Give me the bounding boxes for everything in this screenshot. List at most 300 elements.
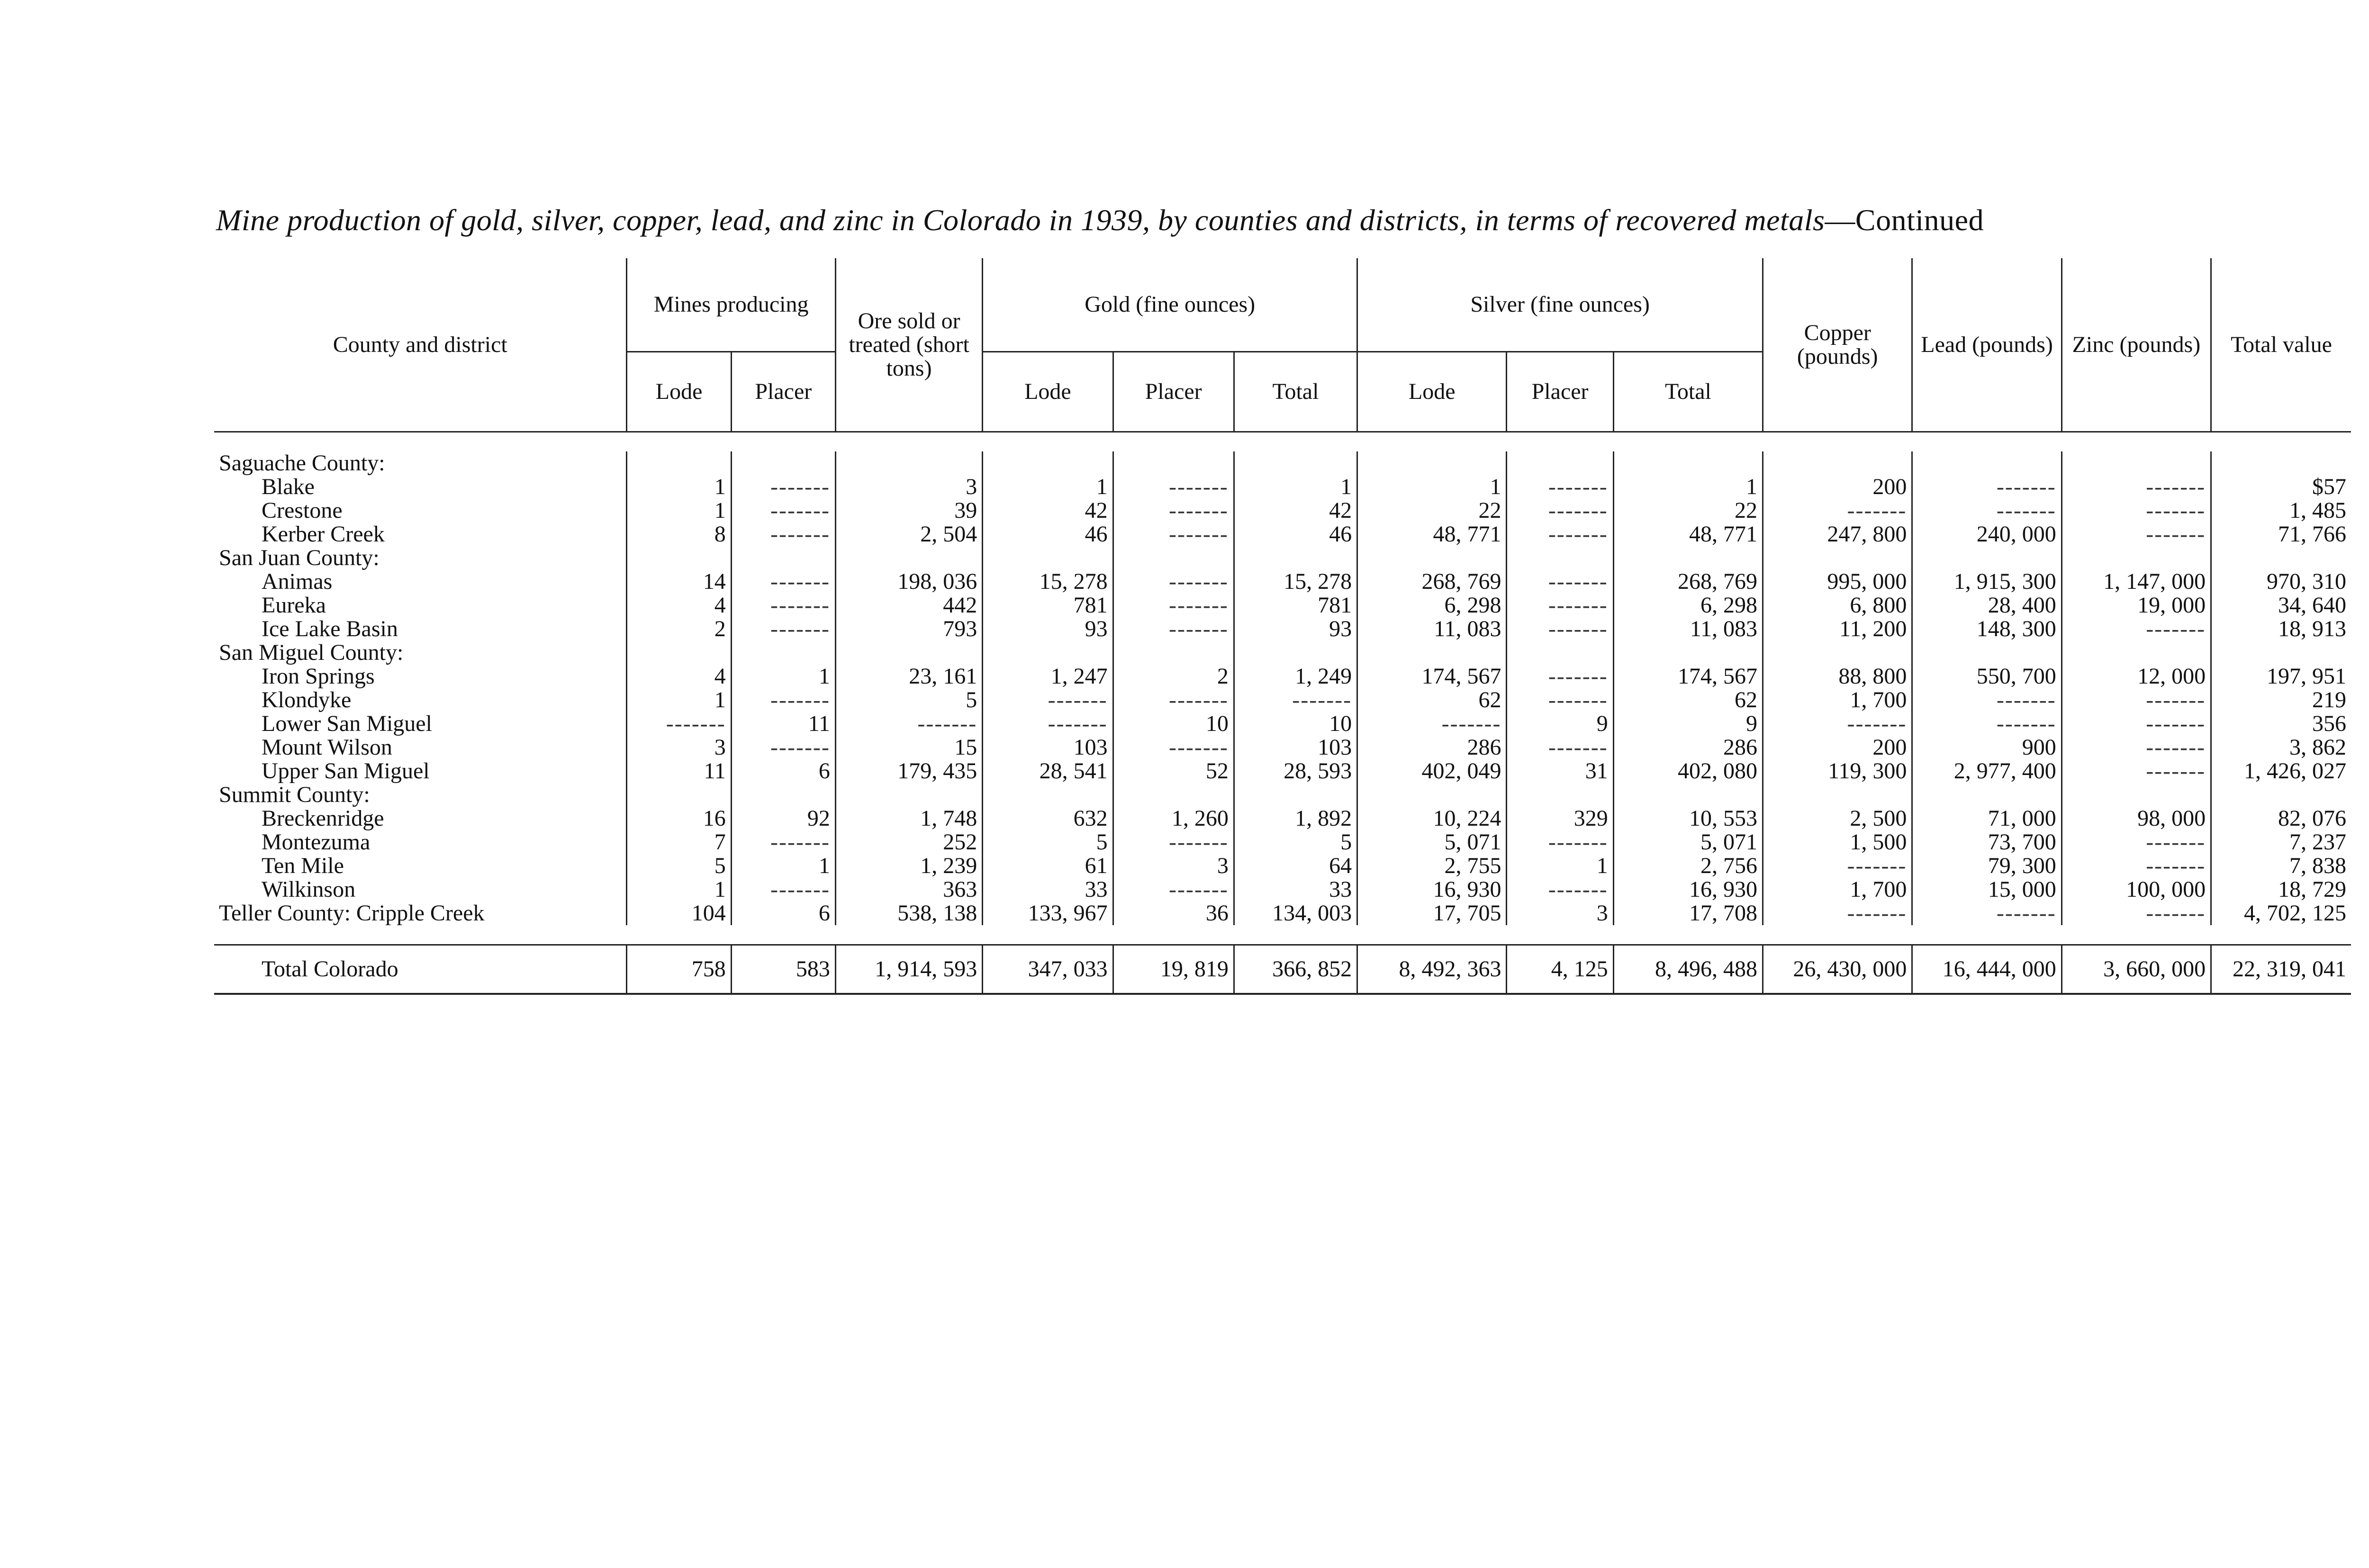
table-row [214, 854, 2351, 878]
cell-mines-lode: 16 [627, 807, 731, 830]
cell-lead: 148, 300 [1912, 617, 2062, 641]
cell-value: 4, 702, 125 [2211, 901, 2351, 925]
cell-value: 970, 310 [2211, 570, 2351, 594]
empty-cell [731, 783, 835, 807]
table-title-continued: —Continued [1825, 203, 1984, 237]
cell-gold-lode: 28, 541 [983, 759, 1113, 783]
header-copper: Copper (pounds) [1763, 258, 1912, 432]
cell-silver-placer: ------- [1507, 830, 1613, 854]
cell-gold-placer: 1, 260 [1113, 807, 1234, 830]
cell-silver-total: 62 [1613, 688, 1763, 712]
cell-value: 18, 729 [2211, 878, 2351, 901]
header-mines: Mines producing [627, 258, 835, 352]
cell-gold-placer: 10 [1113, 712, 1234, 736]
cell-mines-lode: 8 [627, 523, 731, 546]
cell-gold-lode: 1 [983, 475, 1113, 499]
empty-cell [2211, 546, 2351, 570]
district-name: Eureka [262, 593, 326, 618]
cell-zinc: ------- [2062, 854, 2211, 878]
district-name: Wilkinson [262, 877, 356, 902]
cell-copper: 11, 200 [1763, 617, 1912, 641]
empty-cell [1113, 546, 1234, 570]
cell-mines-placer: ------- [731, 475, 835, 499]
cell-silver-lode: 1 [1357, 475, 1507, 499]
cell-value: 18, 913 [2211, 617, 2351, 641]
production-table [214, 258, 2351, 995]
cell-zinc: 12, 000 [2062, 665, 2211, 688]
empty-cell [2062, 641, 2211, 665]
cell-copper: ------- [1763, 712, 1912, 736]
cell-silver-lode: 2, 755 [1357, 854, 1507, 878]
empty-cell [835, 641, 982, 665]
cell-gold-total: 42 [1234, 499, 1357, 523]
county-row [214, 546, 2351, 570]
district-name: Crestone [262, 498, 343, 523]
total-silver-total: 8, 496, 488 [1613, 945, 1763, 994]
cell-copper: ------- [1763, 901, 1912, 925]
cell-silver-placer: ------- [1507, 499, 1613, 523]
total-mines-lode: 758 [627, 945, 731, 994]
cell-silver-total: 17, 708 [1613, 901, 1763, 925]
cell-value: 356 [2211, 712, 2351, 736]
cell-gold-total: 781 [1234, 594, 1357, 617]
cell-value: 3, 862 [2211, 736, 2351, 759]
cell-lead: 550, 700 [1912, 665, 2062, 688]
empty-cell [983, 641, 1113, 665]
table-title [216, 203, 2358, 238]
cell-zinc: ------- [2062, 830, 2211, 854]
cell-zinc: ------- [2062, 901, 2211, 925]
cell-value: 82, 076 [2211, 807, 2351, 830]
table-row [214, 736, 2351, 759]
cell-lead: 71, 000 [1912, 807, 2062, 830]
empty-cell [1763, 451, 1912, 475]
cell-gold-total: 1, 249 [1234, 665, 1357, 688]
header-mines-lode: Lode [627, 352, 731, 432]
cell-gold-placer: ------- [1113, 570, 1234, 594]
cell-mines-lode: 5 [627, 854, 731, 878]
cell-value: 1, 426, 027 [2211, 759, 2351, 783]
cell-silver-total: 5, 071 [1613, 830, 1763, 854]
cell-silver-total: 10, 553 [1613, 807, 1763, 830]
cell-copper: 1, 500 [1763, 830, 1912, 854]
cell-gold-placer: ------- [1113, 475, 1234, 499]
cell-gold-total: 103 [1234, 736, 1357, 759]
cell-mines-lode: 2 [627, 617, 731, 641]
cell-ore: 39 [835, 499, 982, 523]
cell-silver-lode: 62 [1357, 688, 1507, 712]
cell-mines-lode: 104 [627, 901, 731, 925]
cell-gold-placer: ------- [1113, 594, 1234, 617]
empty-cell [2211, 641, 2351, 665]
cell-ore: 442 [835, 594, 982, 617]
cell-lead: 1, 915, 300 [1912, 570, 2062, 594]
cell-mines-lode: 1 [627, 878, 731, 901]
empty-cell [1613, 783, 1763, 807]
cell-mines-placer: 11 [731, 712, 835, 736]
cell-lead: ------- [1912, 499, 2062, 523]
cell-gold-lode: 1, 247 [983, 665, 1113, 688]
district-name: Blake [262, 474, 315, 499]
cell-zinc: 19, 000 [2062, 594, 2211, 617]
cell-zinc: ------- [2062, 712, 2211, 736]
cell-value: 7, 838 [2211, 854, 2351, 878]
empty-cell [1763, 641, 1912, 665]
header-silver-total: Total [1613, 352, 1763, 432]
county-row [214, 783, 2351, 807]
total-gold-placer: 19, 819 [1113, 945, 1234, 994]
cell-mines-placer: ------- [731, 594, 835, 617]
cell-mines-lode: 1 [627, 688, 731, 712]
table-body [214, 432, 2351, 994]
cell-lead: 73, 700 [1912, 830, 2062, 854]
cell-mines-placer: ------- [731, 570, 835, 594]
cell-value: $57 [2211, 475, 2351, 499]
cell-silver-lode: 17, 705 [1357, 901, 1507, 925]
table-row [214, 523, 2351, 546]
total-zinc: 3, 660, 000 [2062, 945, 2211, 994]
cell-gold-placer: ------- [1113, 523, 1234, 546]
cell-gold-total: 15, 278 [1234, 570, 1357, 594]
empty-cell [983, 783, 1113, 807]
cell-silver-lode: ------- [1357, 712, 1507, 736]
header-gold-placer: Placer [1113, 352, 1234, 432]
cell-silver-total: 11, 083 [1613, 617, 1763, 641]
cell-lead: 900 [1912, 736, 2062, 759]
total-silver-lode: 8, 492, 363 [1357, 945, 1507, 994]
empty-cell [627, 546, 731, 570]
district-name: Animas [262, 569, 333, 594]
cell-mines-lode: 4 [627, 665, 731, 688]
cell-value: 197, 951 [2211, 665, 2351, 688]
cell-gold-lode: 133, 967 [983, 901, 1113, 925]
cell-zinc: ------- [2062, 736, 2211, 759]
header-lead: Lead (pounds) [1912, 258, 2062, 432]
cell-mines-placer: 1 [731, 665, 835, 688]
empty-cell [983, 546, 1113, 570]
cell-value: 1, 485 [2211, 499, 2351, 523]
cell-silver-total: 6, 298 [1613, 594, 1763, 617]
county-name: Summit County: [219, 782, 370, 807]
county-name: San Miguel County: [219, 640, 404, 665]
cell-mines-lode: 1 [627, 499, 731, 523]
cell-zinc: 1, 147, 000 [2062, 570, 2211, 594]
cell-lead: 15, 000 [1912, 878, 2062, 901]
cell-silver-lode: 16, 930 [1357, 878, 1507, 901]
cell-gold-lode: ------- [983, 712, 1113, 736]
cell-ore: 363 [835, 878, 982, 901]
cell-mines-placer: ------- [731, 736, 835, 759]
cell-zinc: 100, 000 [2062, 878, 2211, 901]
table-row [214, 759, 2351, 783]
cell-gold-total: 134, 003 [1234, 901, 1357, 925]
cell-silver-placer: ------- [1507, 736, 1613, 759]
county-name: San Juan County: [219, 545, 380, 570]
cell-ore: 1, 239 [835, 854, 982, 878]
county-row [214, 641, 2351, 665]
cell-copper: 200 [1763, 475, 1912, 499]
empty-cell [1357, 641, 1507, 665]
cell-mines-placer: 6 [731, 759, 835, 783]
table-row [214, 617, 2351, 641]
cell-gold-placer: ------- [1113, 878, 1234, 901]
cell-gold-total: 1, 892 [1234, 807, 1357, 830]
empty-cell [1613, 546, 1763, 570]
empty-cell [627, 783, 731, 807]
cell-value: 7, 237 [2211, 830, 2351, 854]
cell-silver-lode: 22 [1357, 499, 1507, 523]
table-row [214, 570, 2351, 594]
cell-mines-lode: 14 [627, 570, 731, 594]
cell-copper: 995, 000 [1763, 570, 1912, 594]
empty-cell [1763, 783, 1912, 807]
total-value: 22, 319, 041 [2211, 945, 2351, 994]
cell-silver-placer: ------- [1507, 878, 1613, 901]
district-name: Klondyke [262, 687, 352, 712]
cell-gold-lode: 46 [983, 523, 1113, 546]
cell-silver-total: 16, 930 [1613, 878, 1763, 901]
cell-silver-total: 48, 771 [1613, 523, 1763, 546]
cell-silver-placer: ------- [1507, 688, 1613, 712]
cell-mines-lode: 11 [627, 759, 731, 783]
cell-copper: 119, 300 [1763, 759, 1912, 783]
district-name: Lower San Miguel [262, 711, 432, 736]
cell-gold-total: 46 [1234, 523, 1357, 546]
empty-cell [2062, 451, 2211, 475]
cell-ore: 15 [835, 736, 982, 759]
cell-zinc: ------- [2062, 475, 2211, 499]
county-name: Saguache County: [219, 451, 385, 476]
cell-lead: 240, 000 [1912, 523, 2062, 546]
empty-cell [731, 451, 835, 475]
cell-ore: 5 [835, 688, 982, 712]
cell-gold-total: 64 [1234, 854, 1357, 878]
cell-lead: ------- [1912, 475, 2062, 499]
cell-gold-placer: ------- [1113, 736, 1234, 759]
cell-mines-lode: 4 [627, 594, 731, 617]
cell-copper: 88, 800 [1763, 665, 1912, 688]
total-silver-placer: 4, 125 [1507, 945, 1613, 994]
cell-value: 34, 640 [2211, 594, 2351, 617]
empty-cell [835, 451, 982, 475]
cell-ore: ------- [835, 712, 982, 736]
header-value: Total value [2211, 258, 2351, 432]
cell-lead: 2, 977, 400 [1912, 759, 2062, 783]
header-silver-placer: Placer [1507, 352, 1613, 432]
cell-silver-placer: ------- [1507, 617, 1613, 641]
table-row [214, 830, 2351, 854]
cell-silver-lode: 48, 771 [1357, 523, 1507, 546]
cell-ore: 252 [835, 830, 982, 854]
table-row [214, 878, 2351, 901]
cell-gold-placer: ------- [1113, 830, 1234, 854]
empty-cell [1507, 783, 1613, 807]
cell-silver-placer: 329 [1507, 807, 1613, 830]
table-row [214, 807, 2351, 830]
cell-mines-placer: ------- [731, 688, 835, 712]
empty-cell [1912, 451, 2062, 475]
total-gold-lode: 347, 033 [983, 945, 1113, 994]
empty-cell [1234, 451, 1357, 475]
cell-ore: 2, 504 [835, 523, 982, 546]
cell-silver-placer: ------- [1507, 594, 1613, 617]
cell-mines-placer: ------- [731, 830, 835, 854]
cell-silver-placer: ------- [1507, 665, 1613, 688]
district-name: Kerber Creek [262, 522, 385, 547]
cell-silver-placer: 1 [1507, 854, 1613, 878]
total-row [214, 945, 2351, 994]
empty-cell [627, 641, 731, 665]
cell-silver-lode: 402, 049 [1357, 759, 1507, 783]
empty-cell [1357, 546, 1507, 570]
table-row [214, 499, 2351, 523]
empty-cell [1613, 451, 1763, 475]
empty-cell [2211, 451, 2351, 475]
cell-silver-placer: ------- [1507, 523, 1613, 546]
cell-silver-lode: 6, 298 [1357, 594, 1507, 617]
empty-cell [1912, 546, 2062, 570]
header-silver: Silver (fine ounces) [1357, 258, 1763, 352]
table-row [214, 712, 2351, 736]
cell-gold-lode: 61 [983, 854, 1113, 878]
total-lead: 16, 444, 000 [1912, 945, 2062, 994]
total-copper: 26, 430, 000 [1763, 945, 1912, 994]
cell-gold-total: 33 [1234, 878, 1357, 901]
header-county: County and district [214, 258, 627, 432]
cell-gold-total: 28, 593 [1234, 759, 1357, 783]
cell-gold-total: ------- [1234, 688, 1357, 712]
cell-mines-placer: ------- [731, 878, 835, 901]
empty-cell [1234, 641, 1357, 665]
cell-ore: 23, 161 [835, 665, 982, 688]
cell-silver-total: 286 [1613, 736, 1763, 759]
cell-gold-lode: 632 [983, 807, 1113, 830]
cell-silver-total: 268, 769 [1613, 570, 1763, 594]
district-name: Mount Wilson [262, 735, 392, 760]
header-mines-placer: Placer [731, 352, 835, 432]
cell-silver-total: 9 [1613, 712, 1763, 736]
header-silver-lode: Lode [1357, 352, 1507, 432]
cell-gold-lode: 93 [983, 617, 1113, 641]
cell-silver-placer: ------- [1507, 475, 1613, 499]
cell-mines-lode: ------- [627, 712, 731, 736]
empty-cell [1613, 641, 1763, 665]
empty-cell [1113, 641, 1234, 665]
cell-silver-total: 22 [1613, 499, 1763, 523]
cell-zinc: 98, 000 [2062, 807, 2211, 830]
table-row [214, 688, 2351, 712]
cell-ore: 179, 435 [835, 759, 982, 783]
table-row [214, 665, 2351, 688]
table-title-text: Mine production of gold, silver, copper, lead, and zinc in Colorado in 1939, by counties and districts, in terms of recovered metals [216, 203, 1825, 237]
cell-lead: 28, 400 [1912, 594, 2062, 617]
cell-gold-lode: 103 [983, 736, 1113, 759]
cell-ore: 793 [835, 617, 982, 641]
cell-silver-total: 1 [1613, 475, 1763, 499]
cell-gold-total: 1 [1234, 475, 1357, 499]
cell-lead: ------- [1912, 712, 2062, 736]
empty-cell [1357, 451, 1507, 475]
district-name: Breckenridge [262, 806, 384, 831]
cell-silver-placer: 3 [1507, 901, 1613, 925]
cell-mines-placer: 1 [731, 854, 835, 878]
cell-gold-lode: 42 [983, 499, 1113, 523]
header-gold-lode: Lode [983, 352, 1113, 432]
empty-cell [1234, 783, 1357, 807]
cell-lead: ------- [1912, 688, 2062, 712]
cell-ore: 198, 036 [835, 570, 982, 594]
empty-cell [1113, 783, 1234, 807]
district-name: Ice Lake Basin [262, 616, 398, 641]
cell-zinc: ------- [2062, 523, 2211, 546]
cell-gold-total: 5 [1234, 830, 1357, 854]
district-name: Iron Springs [262, 664, 375, 689]
cell-copper: ------- [1763, 499, 1912, 523]
cell-value: 71, 766 [2211, 523, 2351, 546]
header-gold: Gold (fine ounces) [983, 258, 1357, 352]
cell-gold-placer: ------- [1113, 499, 1234, 523]
county-row [214, 451, 2351, 475]
empty-cell [1357, 783, 1507, 807]
cell-copper: 1, 700 [1763, 878, 1912, 901]
total-gold-total: 366, 852 [1234, 945, 1357, 994]
cell-mines-lode: 7 [627, 830, 731, 854]
district-name: Teller County: Cripple Creek [219, 901, 485, 926]
cell-mines-placer: 6 [731, 901, 835, 925]
cell-gold-lode: 15, 278 [983, 570, 1113, 594]
cell-copper: 247, 800 [1763, 523, 1912, 546]
cell-ore: 3 [835, 475, 982, 499]
cell-zinc: ------- [2062, 617, 2211, 641]
empty-cell [627, 451, 731, 475]
cell-copper: 6, 800 [1763, 594, 1912, 617]
empty-cell [1912, 783, 2062, 807]
cell-mines-placer: ------- [731, 523, 835, 546]
empty-cell [835, 783, 982, 807]
cell-zinc: ------- [2062, 759, 2211, 783]
empty-cell [835, 546, 982, 570]
empty-cell [2211, 783, 2351, 807]
empty-cell [1113, 451, 1234, 475]
district-name: Montezuma [262, 829, 371, 855]
district-name: Upper San Miguel [262, 758, 430, 784]
cell-gold-lode: 781 [983, 594, 1113, 617]
district-name: Ten Mile [262, 853, 344, 878]
cell-copper: 1, 700 [1763, 688, 1912, 712]
cell-ore: 538, 138 [835, 901, 982, 925]
cell-ore: 1, 748 [835, 807, 982, 830]
cell-mines-placer: ------- [731, 499, 835, 523]
table-row [214, 475, 2351, 499]
cell-mines-lode: 3 [627, 736, 731, 759]
cell-silver-placer: 31 [1507, 759, 1613, 783]
cell-silver-lode: 268, 769 [1357, 570, 1507, 594]
cell-gold-total: 10 [1234, 712, 1357, 736]
cell-copper: 2, 500 [1763, 807, 1912, 830]
cell-silver-lode: 5, 071 [1357, 830, 1507, 854]
empty-cell [731, 546, 835, 570]
empty-cell [1912, 641, 2062, 665]
cell-silver-placer: 9 [1507, 712, 1613, 736]
total-mines-placer: 583 [731, 945, 835, 994]
header-gold-total: Total [1234, 352, 1357, 432]
cell-silver-total: 2, 756 [1613, 854, 1763, 878]
cell-zinc: ------- [2062, 688, 2211, 712]
cell-gold-placer: 3 [1113, 854, 1234, 878]
empty-cell [2062, 546, 2211, 570]
cell-silver-lode: 11, 083 [1357, 617, 1507, 641]
header-zinc: Zinc (pounds) [2062, 258, 2211, 432]
